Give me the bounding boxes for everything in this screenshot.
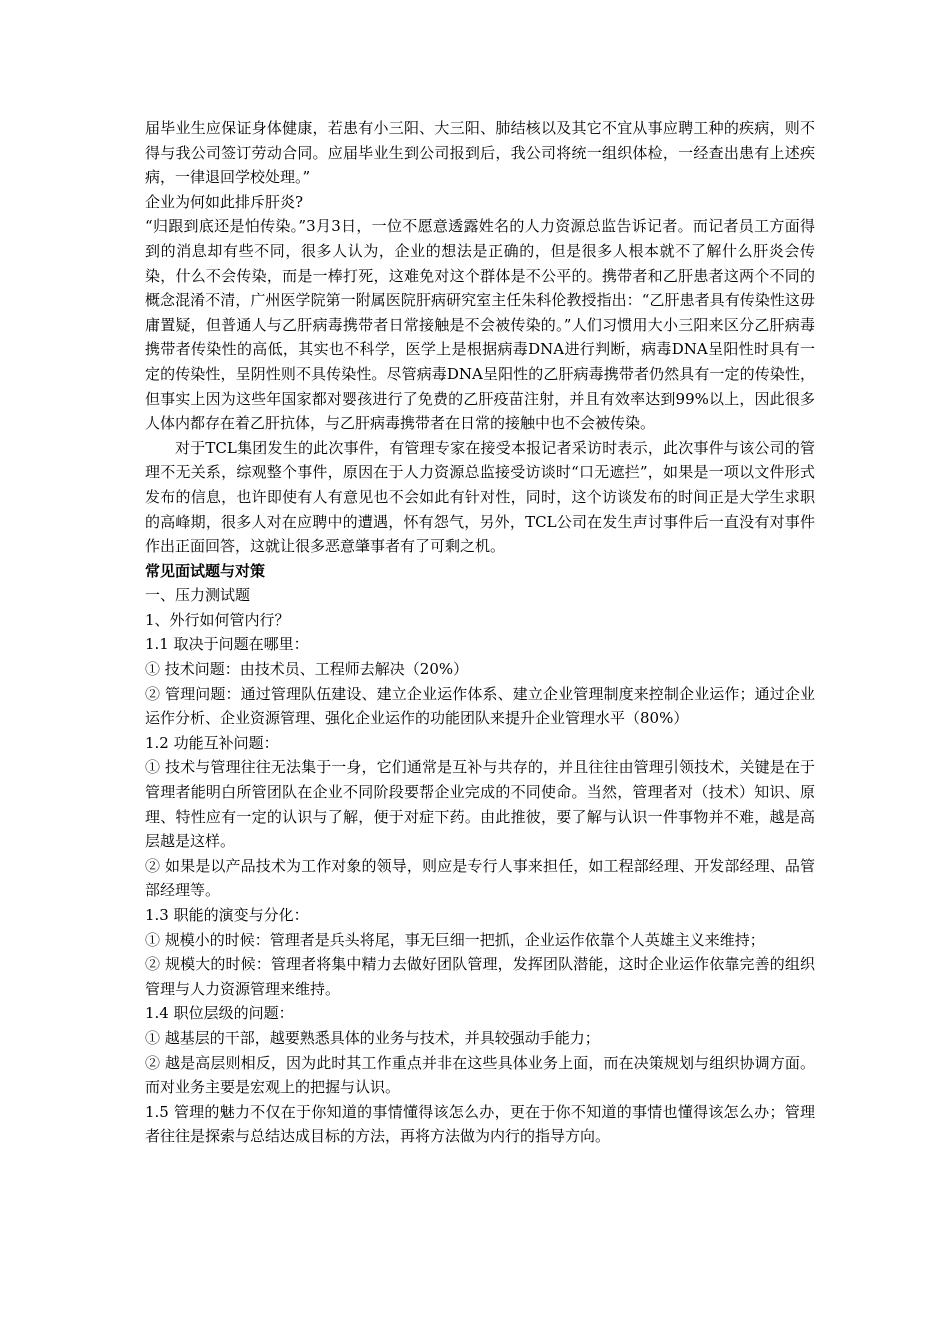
paragraph-infection-explanation: “归跟到底还是怕传染。”3月3日，一位不愿意透露姓名的人力资源总监告诉记者。而记者员工方面得到的消息却有些不同，很多人认为，企业的想法是正确的，但是很多人根本就不了解什么肝炎会传染，什么不会传染，而是一棒打死，这难免对这个群体是不公平的。携带者和乙肝患者这两个不同的概念混淆不清，广州医学院第一附属医院肝病研究室主任朱科伦教授指出：“乙肝患者具有传染性这毋庸置疑，但普通人与乙肝病毒携带者日常接触是不会被传染的。”人们习惯用大小三阳来区分乙肝病毒携带者传染性的高低，其实也不科学，医学上是根据病毒DNA进行判断，病毒DNA呈阳性时具有一定的传染性，呈阴性则不具传染性。尽管病毒DNA呈阳性的乙肝病毒携带者仍然具有一定的传染性，但事实上因为这些年国家都对婴孩进行了免费的乙肝疫苗注射，并且有效率达到99%以上，因此很多人体内都存在着乙肝抗体，与乙肝病毒携带者在日常的接触中也不会被传染。 [145,217,815,433]
subheading-pressure-test: 一、压力测试题 [145,586,251,605]
list-item-management-problem: ② 管理问题：通过管理队伍建设、建立企业运作体系、建立企业管理制度来控制企业运作；通过企业运作分析、企业资源管理、强化企业运作的功能团队来提升企业管理水平（80%） [145,684,815,728]
list-item-tech-problem: ① 技术问题：由技术员、工程师去解决（20%） [145,660,469,679]
paragraph-graduate-health: 届毕业生应保证身体健康，若患有小三阳、大三阳、肺结核以及其它不宜从事应聘工种的疾病，则不得与我公司签订劳动合同。应届毕业生到公司报到后，我公司将统一组织体检，一经查出患有上述疾病，一律退回学校处理。” [145,119,815,187]
item-1-4: 1.4 职位层级的问题： [145,1004,294,1023]
item-1-5: 1.5 管理的魅力不仅在于你知道的事情懂得该怎么办，更在于你不知道的事情也懂得该怎么办；管理者往往是探索与总结达成目标的方法，再将方法做为内行的指导方向。 [145,1102,815,1146]
item-1-1: 1.1 取决于问题在哪里： [145,635,309,654]
question-hepatitis: 企业为何如此排斥肝炎? [145,192,304,211]
list-item-senior: ② 越是高层则相反，因为此时其工作重点并非在这些具体业务上面，而在决策规划与组织协调方面。而对业务主要是宏观上的把握与认识。 [145,1053,815,1097]
list-item-large-scale: ② 规模大的时候：管理者将集中精力去做好团队管理，发挥团队潜能，这时企业运作依靠完善的组织管理与人力资源管理来维持。 [145,955,815,998]
item-1-3: 1.3 职能的演变与分化： [145,906,309,924]
list-item-small-scale: ① 规模小的时候：管理者是兵头将尾，事无巨细一把抓，企业运作依靠个人英雄主义来维持； [145,930,765,949]
list-item-complement: ① 技术与管理往往无法集于一身，它们通常是互补与共存的，并且往往由管理引领技术，关键是在于管理者能明白所管团队在企业不同阶段要帮企业完成的不同使命。当然，管理者对（技术）知识、原理、特性应有一定的认识与了解，便于对症下药。由此推彼，要了解与认识一件事物并不难，越是高层越是这样。 [145,758,815,851]
paragraph-tcl-event: 对于TCL集团发生的此次事件，有管理专家在接受本报记者采访时表示，此次事件与该公司的管理不无关系，综观整个事件，原因在于人力资源总监接受访谈时“口无遮拦”，如果是一项以文件形式发布的信息，也许即使有人有意见也不会如此有针对性，同时，这个访谈发布的时间正是大学生求职的高峰期，很多人对在应聘中的遭遇，怀有怨气，另外，TCL公司在发生声讨事件后一直没有对事件作出正面回答，这就让很多恶意肇事者有了可剩之机。 [145,438,815,556]
list-item-product-leader: ② 如果是以产品技术为工作对象的领导，则应是专行人事来担任，如工程部经理、开发部经理、品管部经理等。 [145,856,815,900]
list-item-grassroots: ① 越基层的干部，越要熟悉具体的业务与技术，并具较强动手能力； [145,1028,600,1047]
item-1-2: 1.2 功能互补问题： [145,733,279,752]
section-heading-interview: 常见面试题与对策 [145,561,266,580]
document-page [145,116,815,1149]
question-1: 1、外行如何管内行？ [145,610,290,629]
